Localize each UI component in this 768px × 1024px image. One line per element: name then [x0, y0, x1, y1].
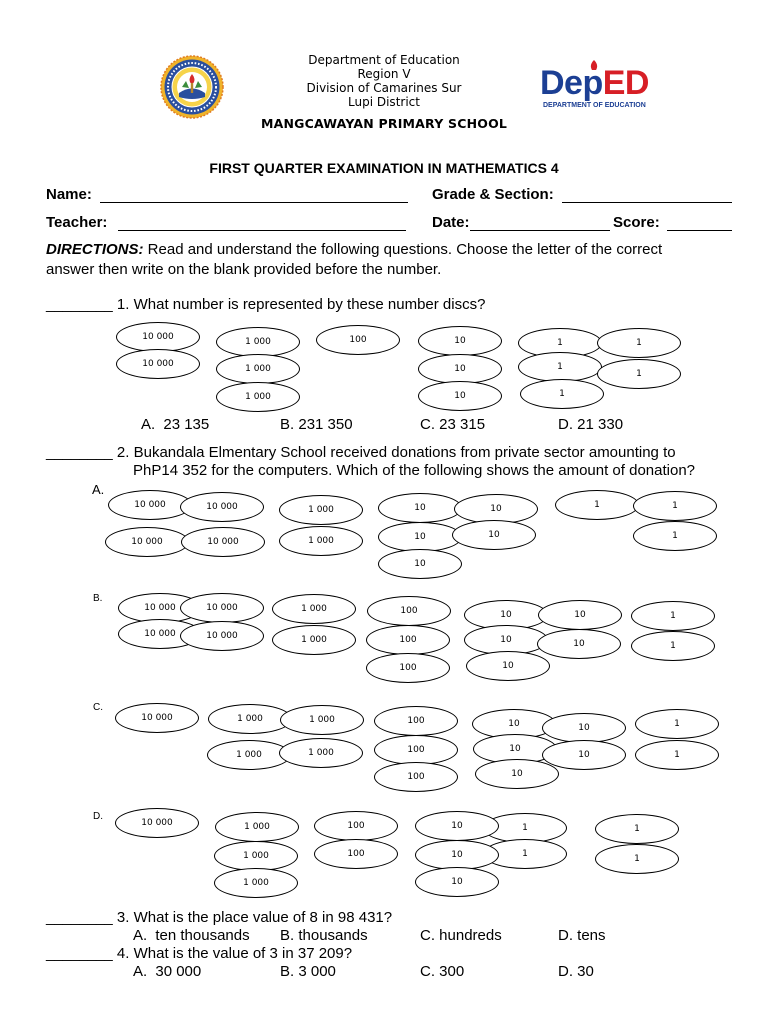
number-disc: 10 000	[116, 349, 200, 379]
choice-letter-c: C.	[93, 702, 103, 713]
number-disc: 1 000	[214, 841, 298, 871]
number-disc: 1	[597, 328, 681, 358]
choice-answer: 30 000	[155, 963, 202, 980]
number-disc: 1 000	[216, 327, 300, 357]
number-disc: 10	[473, 734, 557, 764]
choice-letter: B.	[280, 416, 295, 433]
number-disc: 1 000	[216, 382, 300, 412]
number-disc: 10	[415, 840, 499, 870]
question-1-choice-c	[420, 416, 485, 434]
choice-letter: D.	[558, 416, 573, 433]
number-disc: 1 000	[207, 740, 291, 770]
number-disc: 10 000	[115, 808, 199, 838]
number-disc: 10	[466, 651, 550, 681]
choice-answer: hundreds	[439, 927, 502, 944]
school-name: MANGCAWAYAN PRIMARY SCHOOL	[260, 116, 508, 131]
answer-blank: ________	[46, 945, 113, 962]
deped-wordmark-red: ED	[602, 64, 649, 102]
choice-letter-d: D.	[93, 811, 103, 822]
question-number: 3.	[116, 909, 130, 926]
question-text-line-1: Bukandala Elmentary School received donations from private sector amounting to	[133, 444, 676, 461]
question-1	[46, 296, 485, 314]
choice-answer: 23 135	[163, 416, 210, 433]
number-disc: 1	[635, 709, 719, 739]
number-disc: 10 000	[181, 527, 265, 557]
choice-answer: tens	[577, 927, 606, 944]
number-disc: 100	[366, 653, 450, 683]
grade-section-blank	[562, 202, 732, 203]
question-text: What number is represented by these number discs?	[133, 296, 486, 313]
choice-letter: C.	[420, 963, 435, 980]
question-4-choice-c	[420, 963, 464, 981]
question-3-choice-a	[133, 927, 250, 945]
number-disc: 1 000	[208, 704, 292, 734]
number-disc: 10 000	[180, 593, 264, 623]
number-disc: 10	[418, 326, 502, 356]
number-disc: 1	[555, 490, 639, 520]
number-disc: 100	[366, 625, 450, 655]
choice-letter-b: B.	[93, 593, 103, 604]
number-disc: 100	[367, 596, 451, 626]
date-blank	[470, 230, 610, 231]
number-disc: 1 000	[215, 812, 299, 842]
directions-line-1	[46, 241, 662, 259]
number-disc: 1	[631, 631, 715, 661]
number-disc: 1	[483, 813, 567, 843]
choice-letter: B.	[280, 963, 295, 980]
choice-answer: 23 315	[439, 416, 486, 433]
answer-blank: ________	[46, 909, 113, 926]
number-disc: 1 000	[272, 594, 356, 624]
directions-label: DIRECTIONS:	[46, 241, 144, 258]
number-disc: 100	[314, 839, 398, 869]
number-disc: 1	[633, 521, 717, 551]
name-blank	[100, 202, 408, 203]
question-1-choice-d	[558, 416, 623, 434]
question-3	[46, 909, 392, 927]
choice-letter: D.	[558, 927, 573, 944]
choice-letter: A.	[141, 416, 156, 433]
question-3-choice-c	[420, 927, 502, 945]
number-disc: 10	[464, 625, 548, 655]
choice-answer: 30	[577, 963, 594, 980]
number-disc: 100	[316, 325, 400, 355]
number-disc: 1	[633, 491, 717, 521]
choice-answer: 3 000	[298, 963, 336, 980]
choice-letter: D.	[558, 963, 573, 980]
number-disc: 10	[415, 867, 499, 897]
question-text: What is the place value of 8 in 98 431?	[133, 909, 393, 926]
choice-letter: C.	[420, 927, 435, 944]
teacher-label: Teacher:	[46, 214, 108, 231]
number-disc: 1	[518, 328, 602, 358]
number-disc: 1 000	[279, 495, 363, 525]
question-4	[46, 945, 352, 963]
number-disc: 1	[520, 379, 604, 409]
number-disc: 1	[595, 844, 679, 874]
number-disc: 1	[483, 839, 567, 869]
choice-answer: thousands	[298, 927, 368, 944]
choice-answer: 21 330	[577, 416, 624, 433]
number-disc: 1	[595, 814, 679, 844]
question-number: 4.	[116, 945, 130, 962]
number-disc: 10	[454, 494, 538, 524]
question-3-choice-b	[280, 927, 368, 945]
number-disc: 10	[378, 493, 462, 523]
teacher-blank	[118, 230, 406, 231]
number-disc: 1 000	[214, 868, 298, 898]
number-disc: 10 000	[105, 527, 189, 557]
choice-letter: A.	[133, 963, 148, 980]
directions-line-2: answer then write on the blank provided before the number.	[46, 261, 442, 278]
question-1-choice-a	[141, 416, 209, 434]
number-disc: 10 000	[115, 703, 199, 733]
question-2	[46, 444, 676, 462]
number-disc: 1	[597, 359, 681, 389]
number-disc: 1 000	[279, 526, 363, 556]
answer-blank: ________	[46, 296, 113, 313]
deped-tagline: DEPARTMENT OF EDUCATION	[543, 102, 646, 109]
number-disc: 100	[314, 811, 398, 841]
question-4-choice-a	[133, 963, 201, 981]
number-disc: 10	[418, 381, 502, 411]
date-label: Date:	[432, 214, 470, 231]
number-disc: 100	[374, 706, 458, 736]
question-1-choice-b	[280, 416, 353, 434]
number-disc: 1	[518, 352, 602, 382]
number-disc: 10	[418, 354, 502, 384]
deped-logo	[540, 60, 662, 114]
number-disc: 1 000	[280, 705, 364, 735]
choice-letter: A.	[133, 927, 148, 944]
answer-blank: ________	[46, 444, 113, 461]
header-region: Region V	[357, 67, 411, 81]
number-disc: 10	[452, 520, 536, 550]
number-disc: 10	[542, 740, 626, 770]
question-3-choice-d	[558, 927, 606, 945]
question-number: 2.	[116, 444, 130, 461]
question-4-choice-d	[558, 963, 594, 981]
number-disc: 10	[472, 709, 556, 739]
number-disc: 10 000	[118, 619, 202, 649]
number-disc: 10 000	[116, 322, 200, 352]
number-disc: 10	[538, 600, 622, 630]
question-4-choice-b	[280, 963, 336, 981]
name-label: Name:	[46, 186, 92, 203]
number-disc: 10 000	[180, 492, 264, 522]
number-disc: 1	[631, 601, 715, 631]
deped-wordmark-blue: Dep	[540, 64, 603, 102]
directions-text-1: Read and understand the following questions. Choose the letter of the correct	[147, 241, 663, 258]
number-disc: 10	[537, 629, 621, 659]
choice-answer: 300	[439, 963, 465, 980]
question-text: What is the value of 3 in 37 209?	[133, 945, 353, 962]
number-disc: 10	[542, 713, 626, 743]
question-number: 1.	[116, 296, 130, 313]
exam-title: FIRST QUARTER EXAMINATION IN MATHEMATICS 4	[209, 160, 559, 176]
number-disc: 1 000	[279, 738, 363, 768]
question-text-line-2: PhP14 352 for the computers. Which of the following shows the amount of donation?	[133, 462, 696, 479]
header-department: Department of Education	[308, 53, 460, 67]
number-disc: 10 000	[180, 621, 264, 651]
grade-section-label: Grade & Section:	[432, 186, 554, 203]
score-blank	[667, 230, 732, 231]
deped-wordmark	[540, 66, 649, 100]
number-disc: 100	[374, 762, 458, 792]
number-disc: 10 000	[108, 490, 192, 520]
choice-letter: C.	[420, 416, 435, 433]
choice-answer: ten thousands	[155, 927, 250, 944]
choice-letter-a: A.	[92, 482, 105, 497]
number-disc: 10	[464, 600, 548, 630]
number-disc: 10	[378, 549, 462, 579]
score-label: Score:	[613, 214, 660, 231]
choice-answer: 231 350	[298, 416, 353, 433]
number-disc: 100	[374, 735, 458, 765]
number-disc: 10 000	[118, 593, 202, 623]
header-district: Lupi District	[348, 95, 420, 109]
number-disc: 1	[635, 740, 719, 770]
number-disc: 10	[415, 811, 499, 841]
number-disc: 1 000	[272, 625, 356, 655]
number-disc: 10	[475, 759, 559, 789]
number-disc: 10	[378, 522, 462, 552]
choice-letter: B.	[280, 927, 295, 944]
number-disc: 1 000	[216, 354, 300, 384]
header-division: Division of Camarines Sur	[306, 81, 462, 95]
